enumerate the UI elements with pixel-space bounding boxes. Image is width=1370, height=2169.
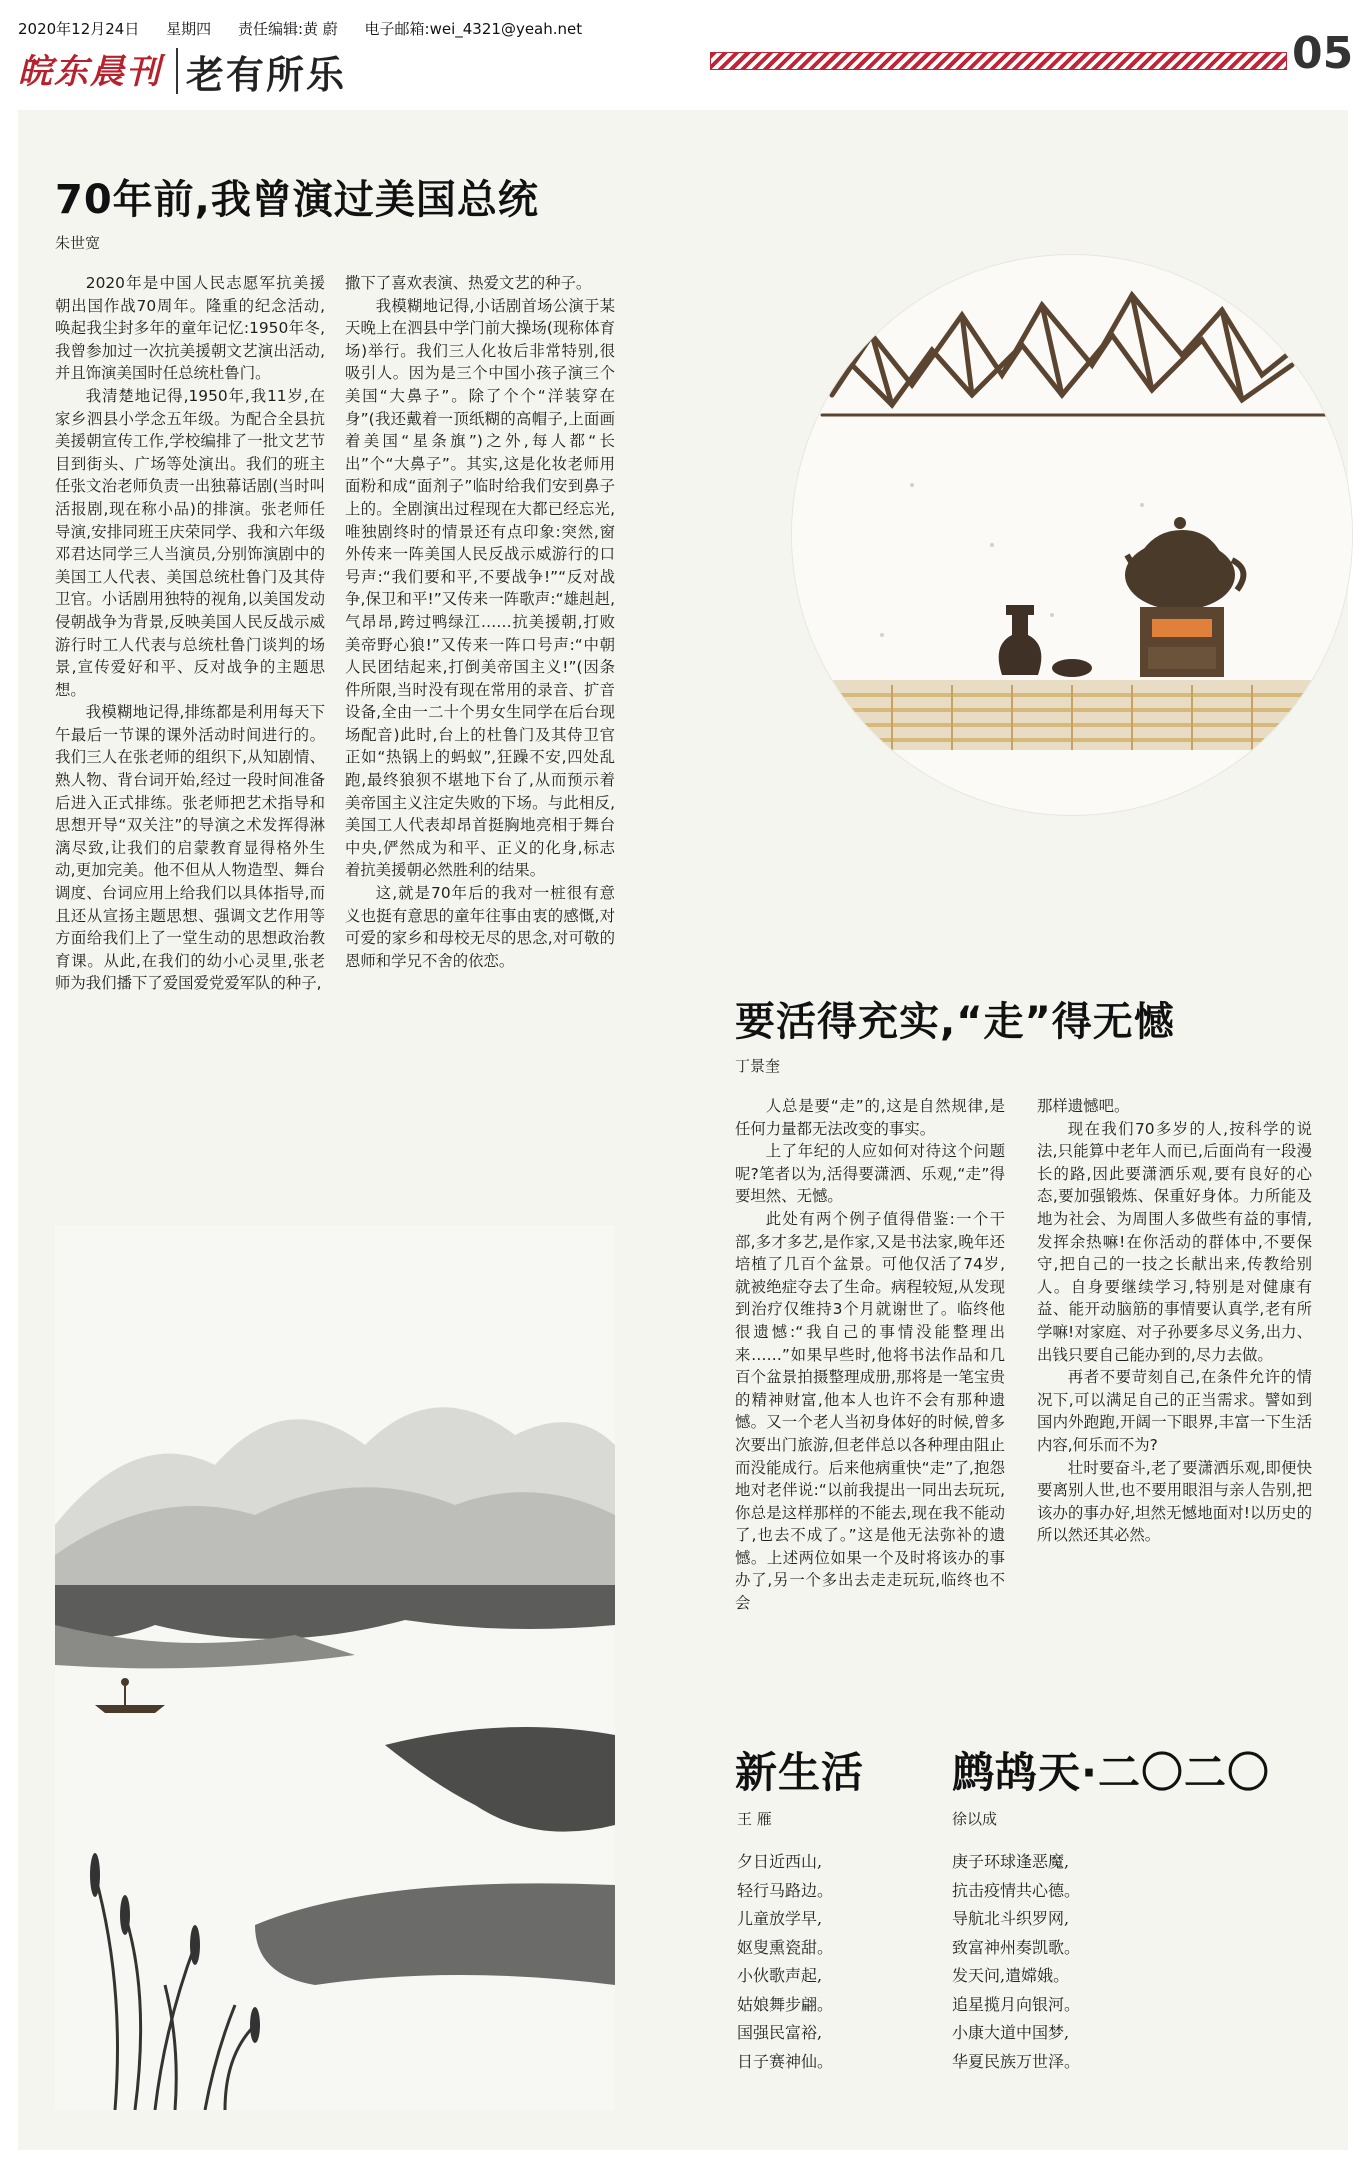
ink-landscape-icon: [55, 1225, 615, 2110]
article1-column-2: [345, 272, 615, 972]
poem2-body: [952, 1848, 1080, 2076]
responsible-editor: 责任编辑:黄 蔚: [237, 20, 338, 38]
teapot-scene-icon: [792, 255, 1352, 815]
issue-weekday: 星期四: [166, 20, 212, 38]
article2-paragraph: 上了年纪的人应如何对待这个问题呢?笔者以为,活得要潇洒、乐观,“走”得要坦然、无憾。: [735, 1142, 1005, 1206]
poem-line: 导航北斗织罗网,: [952, 1909, 1070, 1928]
article2-paragraph: 壮时要奋斗,老了要潇洒乐观,即便快要离别人世,也不要用眼泪与亲人告别,把该办的事办好,坦然无憾地面对!以历史的所以然还其必然。: [1037, 1458, 1312, 1545]
poem-line: 妪叟熏瓷甜。: [737, 1937, 834, 1957]
article2-paragraph: 现在我们70多岁的人,按科学的说法,只能算中老年人而已,后面尚有一段漫长的路,因此要潇洒乐观,要有良好的心态,要加强锻炼、保重好身体。力所能及地为社会、为周围人多做些有益的事情,发挥余热嘛!在你活动的群体中,不要保守,把自己的一技之长献出来,传教给别人。自身要继续学习,特别是对健康有益、能开动脑筋的事情要认真学,老有所学嘛!对家庭、对子孙要多尽义务,出力、出钱只要自己能办到的,尽力去做。: [1037, 1119, 1312, 1364]
poem-line: 日子赛神仙。: [737, 2051, 834, 2071]
article2-paragraph: 那样遗憾吧。: [1037, 1097, 1130, 1115]
article1-paragraph: 我模糊地记得,排练都是利用每天下午最后一节课的课外活动时间进行的。我们三人在张老师的组织下,从知剧情、熟人物、背台词开始,经过一段时间准备后进入正式排练。张老师把艺术指导和思想开导“双关注”的导演之术发挥得淋漓尽致,让我们的启蒙教育显得格外生动,更加完美。他不但从人物造型、舞台调度、台词应用上给我们以具体指导,而且还从宣扬主题思想、强调文艺作用等方面给我们上了一堂生动的思想政治教育课。从此,在我们的幼小心灵里,张老师为我们播下了爱国爱党爱军队的种子,: [55, 703, 325, 993]
article2-column-2: [1037, 1095, 1312, 1547]
poem-line: 小伙歌声起,: [737, 1966, 823, 1985]
issue-date: 2020年12月24日: [18, 20, 140, 38]
poem1-body: [737, 1848, 833, 2076]
newspaper-logo: 皖东晨刊: [18, 52, 162, 92]
editor-email: 电子邮箱:wei_4321@yeah.net: [364, 20, 583, 38]
article1-column-1: [55, 272, 325, 995]
article1-paragraph: 我模糊地记得,小话剧首场公演于某天晚上在泗县中学门前大操场(现称体育场)举行。我们三人化妆后非常特别,很吸引人。因为是三个中国小孩子演三个美国“大鼻子”。除了个个“洋装穿在身”(我还戴着一顶纸糊的高帽子,上面画着美国“星条旗”)之外,每人都“长出”个“大鼻子”。其实,这是化妆老师用面粉和成“面剂子”临时给我们安到鼻子上的。全剧演出过程现在大都已经忘光,唯独剧终时的情景还有点印象:突然,窗外传来一阵美国人民反战示威游行的口号声:“我们要和平,不要战争!”“反对战争,保卫和平!”又传来一阵歌声:“雄赳赳,气昂昂,跨过鸭绿江……抗美援朝,打败美帝野心狼!”又传来一阵口号声:“中朝人民团结起来,打倒美帝国主义!”(因条件所限,当时没有现在常用的录音、扩音设备,全由一二十个男女生同学在后台现场配音)此时,台上的杜鲁门及其侍卫官正如“热锅上的蚂蚁”,狂躁不安,四处乱跑,最终狼狈不堪地下台了,从而预示着美帝国主义注定失败的下场。与此相反,美国工人代表却昂首挺胸地亮相于舞台中央,俨然成为和平、正义的化身,标志着抗美援朝必然胜利的结果。: [345, 296, 615, 880]
article1-paragraph: 2020年是中国人民志愿军抗美援朝出国作战70周年。隆重的纪念活动,唤起我尘封多年的童年记忆:1950年冬,我曾参加过一次抗美援朝文艺演出活动,并且饰演美国时任总统杜鲁门。: [55, 274, 325, 383]
teapot-illustration: [792, 255, 1352, 815]
article1-paragraph: 这,就是70年后的我对一桩很有意义也挺有意思的童年往事由衷的感慨,对可爱的家乡和母校无尽的思念,对可敬的恩师和学兄不舍的依恋。: [345, 884, 615, 970]
poem-line: 儿童放学早,: [737, 1909, 823, 1928]
poem1-author: 王 雁: [737, 1810, 772, 1828]
poem-line: 致富神州奏凯歌。: [952, 1937, 1081, 1957]
poem-line: 国强民富裕,: [737, 2023, 823, 2042]
article2-title: 要活得充实,“走”得无憾: [735, 999, 1175, 1045]
article2-author: 丁景奎: [735, 1057, 781, 1075]
logo-divider: [176, 48, 178, 94]
article2-paragraph: 人总是要“走”的,这是自然规律,是任何力量都无法改变的事实。: [735, 1097, 1005, 1138]
poem-line: 华夏民族万世泽。: [952, 2051, 1081, 2071]
article1-paragraph: 我清楚地记得,1950年,我11岁,在家乡泗县小学念五年级。为配合全县抗美援朝宣传工作,学校编排了一批文艺节目到街头、广场等处演出。我们的班主任张文治老师负责一出独幕话剧(当时叫活报剧,现在称小品)的排演。张老师任导演,安排同班王庆荣同学、我和六年级邓君达同学三人当演员,分别饰演剧中的美国工人代表、美国总统杜鲁门及其侍卫官。小话剧用独特的视角,以美国发动侵朝战争为背景,反映美国人民反战示威游行时工人代表与总统杜鲁门谈判的场景,宣传爱好和平、反对战争的主题思想。: [55, 386, 325, 699]
poem-line: 追星揽月向银河。: [952, 1994, 1081, 2014]
section-title: 老有所乐: [186, 53, 347, 97]
header-meta: [18, 18, 604, 39]
article1-title: 70年前,我曾演过美国总统: [55, 177, 539, 223]
ink-landscape-illustration: [55, 1225, 615, 2110]
poem-line: 姑娘舞步翩。: [737, 1994, 834, 2014]
article1-author: 朱世宽: [55, 234, 101, 252]
poem-line: 夕日近西山,: [737, 1852, 823, 1871]
page-number: 05: [1292, 28, 1354, 79]
poem2-title: 鹧鸪天·二〇二〇: [952, 1748, 1270, 1797]
poem-line: 轻行马路边。: [737, 1880, 834, 1900]
header-stripe: [710, 52, 1287, 70]
poem-line: 发天问,遣嫦娥。: [952, 1966, 1070, 1985]
article2-column-1: [735, 1095, 1005, 1615]
article2-paragraph: 再者不要苛刻自己,在条件允许的情况下,可以满足自己的正当需求。譬如到国内外跑跑,开阔一下眼界,丰富一下生活内容,何乐而不为?: [1037, 1368, 1312, 1454]
poem-line: 抗击疫情共心德。: [952, 1880, 1081, 1900]
poem-line: 小康大道中国梦,: [952, 2023, 1070, 2042]
poem1-title: 新生活: [735, 1748, 865, 1797]
article2-paragraph: 此处有两个例子值得借鉴:一个干部,多才多艺,是作家,又是书法家,晚年还培植了几百个盆景。可他仅活了74岁,就被绝症夺去了生命。病程较短,从发现到治疗仅维持3个月就谢世了。临终他很遗憾:“我自己的事情没能整理出来……”如果早些时,他将书法作品和几百个盆景拍摄整理成册,那将是一笔宝贵的精神财富,他本人也许不会有那种遗憾。又一个老人当初身体好的时候,曾多次要出门旅游,但老伴总以各种理由阻止而没能成行。后来他病重快“走”了,抱怨地对老伴说:“以前我提出一同出去玩玩,你总是这样那样的不能去,现在我不能动了,也去不成了。”这是他无法弥补的遗憾。上述两位如果一个及时将该办的事办了,另一个多出去走走玩玩,临终也不会: [735, 1209, 1005, 1613]
article1-paragraph: 撒下了喜欢表演、热爱文艺的种子。: [345, 274, 592, 292]
poem-line: 庚子环球逢恶魔,: [952, 1852, 1070, 1871]
poem2-author: 徐以成: [952, 1810, 998, 1828]
